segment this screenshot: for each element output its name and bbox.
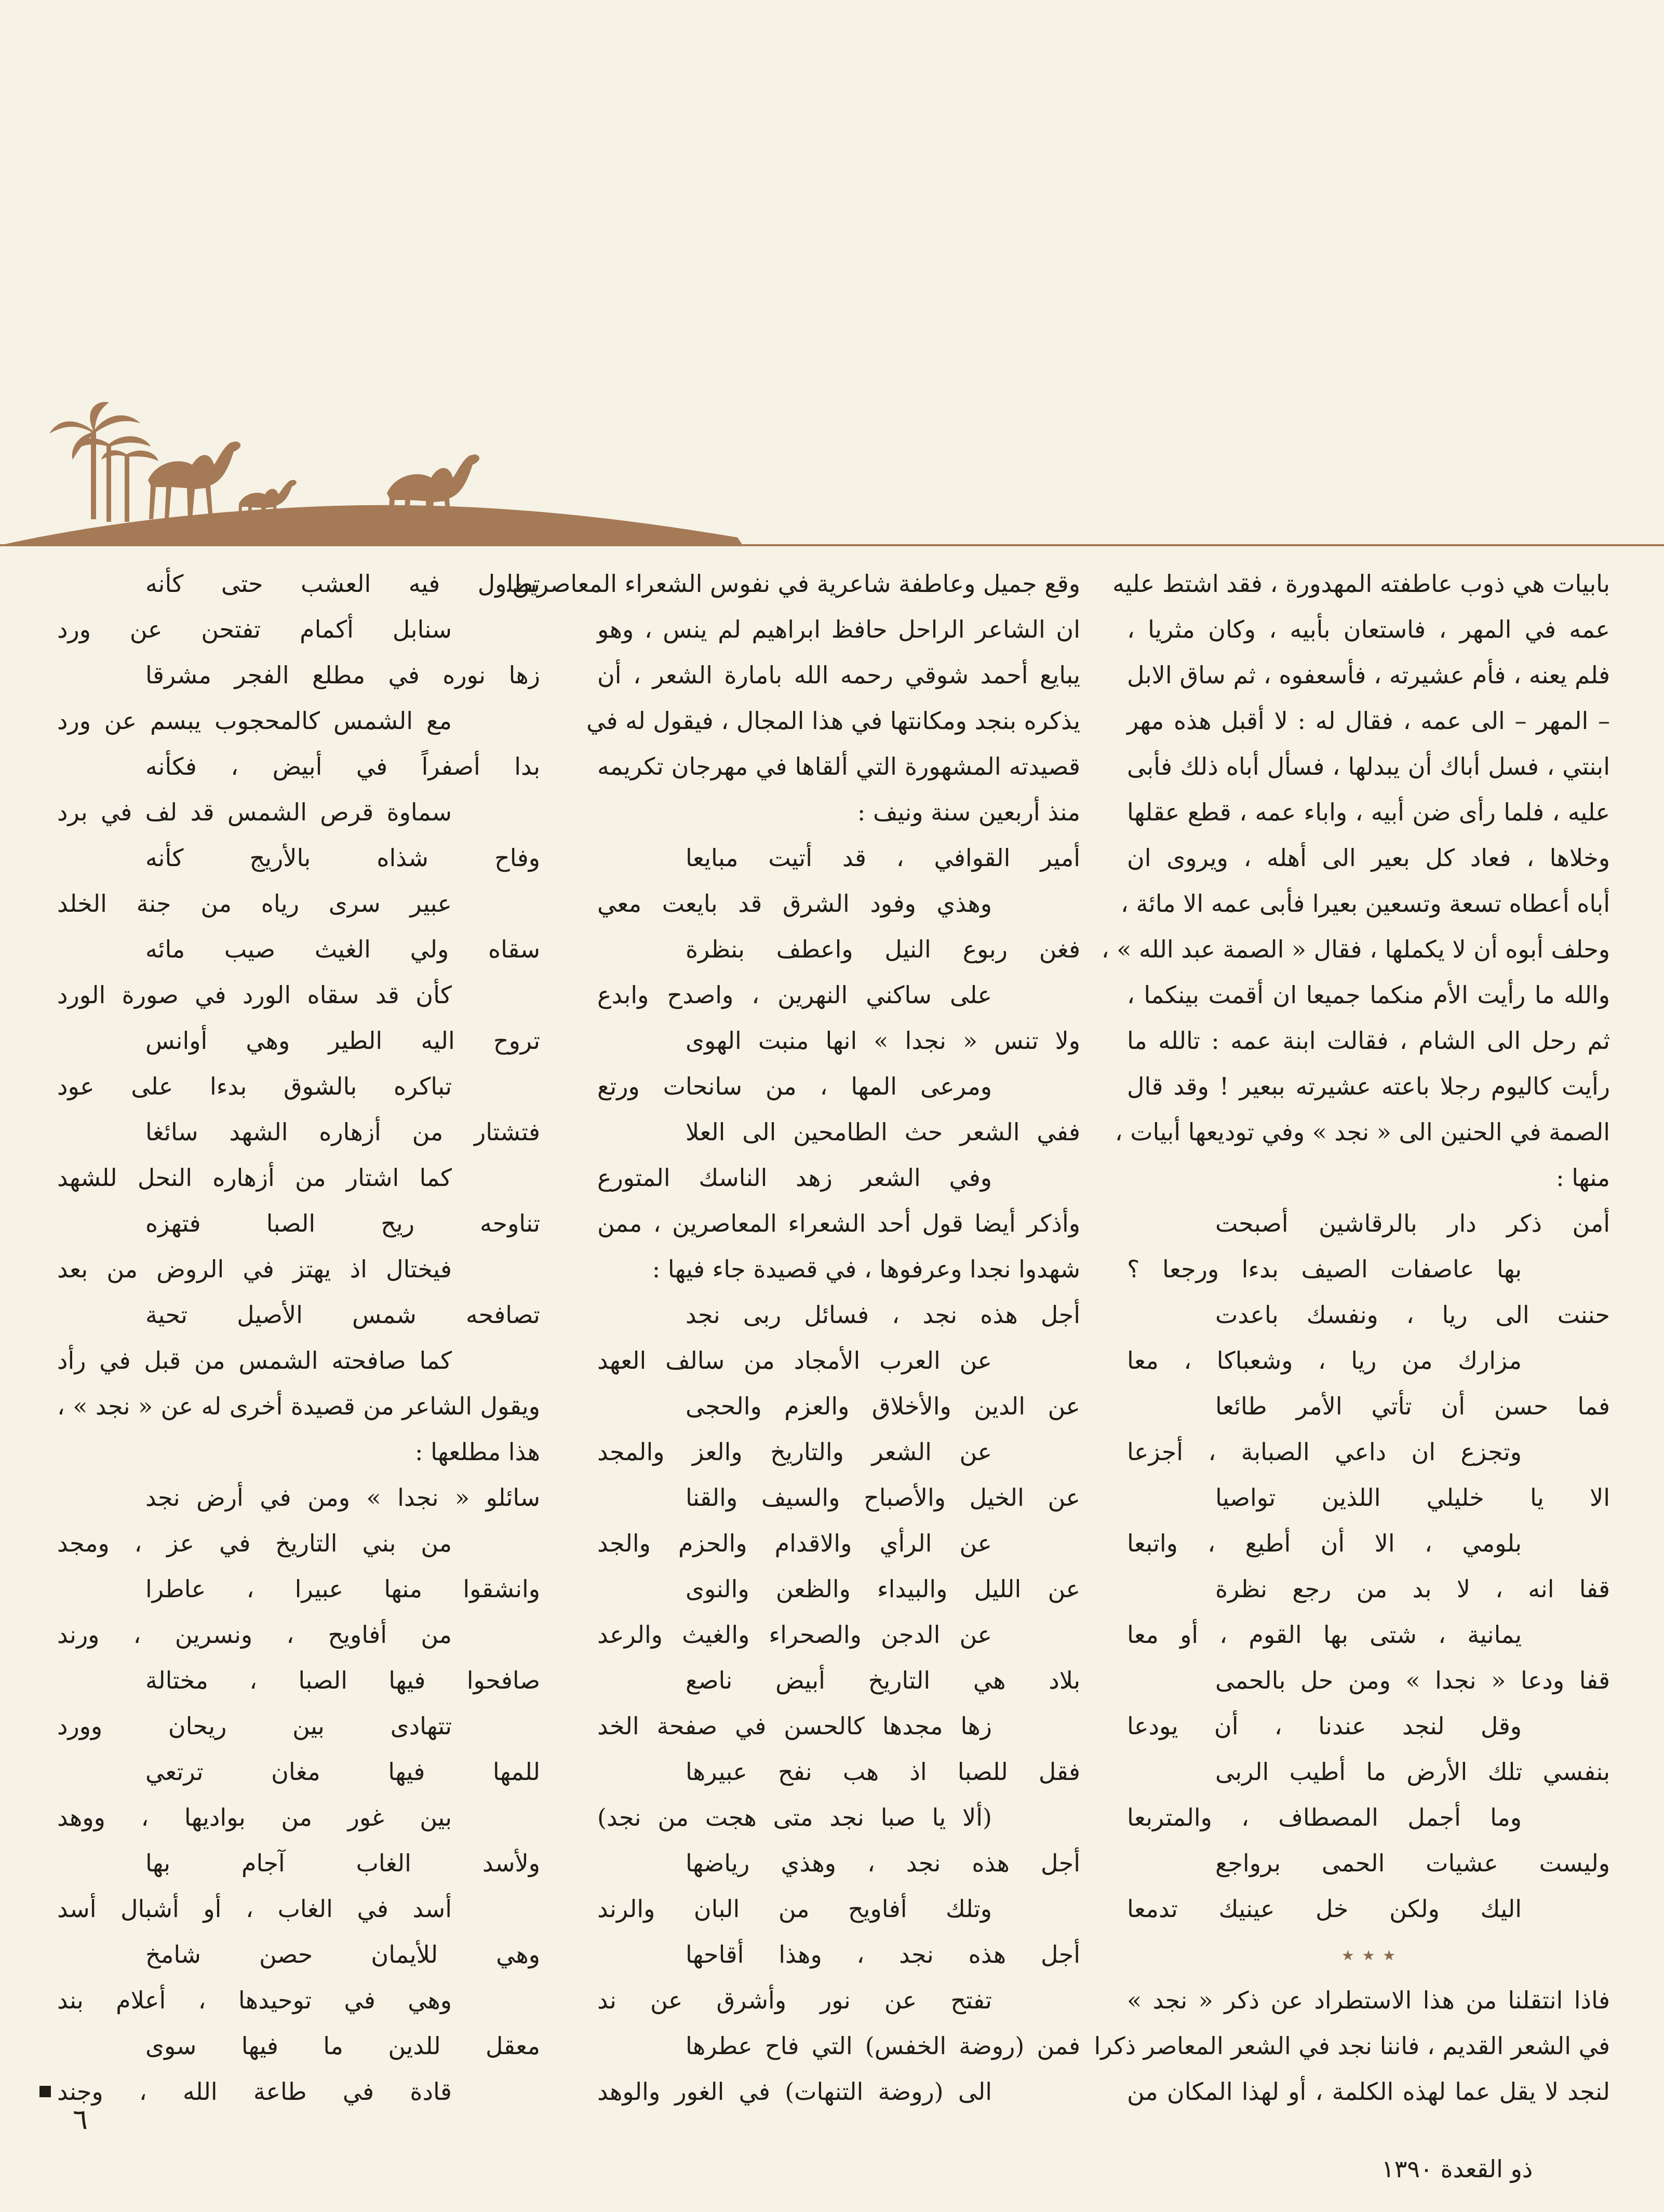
verse-line: صافحوا فيها الصبا ، مختالة bbox=[145, 1666, 540, 1694]
verse-line: حننت الى ريا ، ونفسك باعدت bbox=[1215, 1301, 1610, 1329]
verse-line: تتهادى بين ريحان وورد bbox=[57, 1712, 452, 1740]
verse-line: بلاد هي التاريخ أبيض ناصع bbox=[686, 1666, 1080, 1694]
verse-line: سائلو « نجدا » ومن في أرض نجد bbox=[145, 1483, 540, 1512]
text-line: يذكره بنجد ومكانتها في هذا المجال ، فيقول له في bbox=[586, 707, 1080, 735]
verse-line: عن الشعر والتاريخ والعز والمجد bbox=[597, 1438, 992, 1466]
text-line: فاذا انتقلنا من هذا الاستطراد عن ذكر « نجد » bbox=[1127, 1986, 1610, 2014]
text-line: منها : bbox=[1556, 1164, 1610, 1192]
text-line: ان الشاعر الراحل حافظ ابراهيم لم ينس ، وهو bbox=[597, 615, 1080, 643]
verse-line: وقل لنجد عندنا ، أن يودعا bbox=[1127, 1712, 1522, 1740]
verse-line: اليك ولكن خل عينيك تدمعا bbox=[1127, 1895, 1522, 1923]
verse-line: الى (روضة التنهات) في الغور والوهد bbox=[597, 2078, 992, 2106]
issue-date-footer: ذو القعدة ١٣٩٠ bbox=[1381, 2155, 1533, 2183]
desert-palms-camels-icon bbox=[0, 395, 1664, 556]
verse-line: وليست عشيات الحمى برواجع bbox=[1215, 1849, 1610, 1877]
verse-line: أسد في الغاب ، أو أشبال أسد bbox=[57, 1895, 452, 1923]
verse-line: تروح اليه الطير وهي أوانس bbox=[145, 1027, 540, 1055]
verse-line: كأن قد سقاه الورد في صورة الورد bbox=[57, 981, 452, 1009]
text-line: منذ أربعين سنة ونيف : bbox=[857, 798, 1080, 826]
verse-line: قفا ودعا « نجدا » ومن حل بالحمى bbox=[1215, 1666, 1610, 1694]
verse-line: فقل للصبا اذ هب نفح عبيرها bbox=[686, 1758, 1080, 1786]
verse-line: بلومي ، الا أن أطيع ، واتبعا bbox=[1127, 1529, 1522, 1557]
text-line: لنجد لا يقل عما لهذه الكلمة ، أو لهذا المكان من bbox=[1127, 2078, 1610, 2106]
verse-line: بها عاصفات الصيف بدءا ورجعا ؟ bbox=[1127, 1255, 1522, 1283]
verse-line: عن الدجن والصحراء والغيث والرعد bbox=[597, 1621, 992, 1649]
verse-line: كما اشتار من أزهاره النحل للشهد bbox=[57, 1164, 452, 1192]
verse-line: معقل للدين ما فيها سوى bbox=[145, 2032, 540, 2060]
verse-line: عن الرأي والاقدام والحزم والجد bbox=[597, 1529, 992, 1557]
section-divider-stars: ٭ ٭ ٭ bbox=[1341, 1940, 1396, 1968]
text-line: ابنتي ، فسل أباك أن يبدلها ، فسأل أباه ذلك فأبى bbox=[1127, 752, 1610, 780]
verse-line: ولا تنس « نجدا » انها منبت الهوى bbox=[686, 1027, 1080, 1055]
verse-line: على ساكني النهرين ، واصدح وابدع bbox=[597, 981, 992, 1009]
text-line: الصمة في الحنين الى « نجد » وفي توديعها أبيات ، bbox=[1115, 1118, 1610, 1146]
verse-line: ففي الشعر حث الطامحين الى العلا bbox=[686, 1118, 1080, 1146]
verse-line: بدا أصفراً في أبيض ، فكأنه bbox=[145, 752, 540, 780]
text-column-middle bbox=[504, 561, 1080, 2114]
verse-line: وفاح شذاه بالأريج كأنه bbox=[145, 844, 540, 872]
verse-line: أجل هذه نجد ، وهذي رياضها bbox=[686, 1849, 1080, 1877]
verse-line: فتشتار من أزهاره الشهد سائغا bbox=[145, 1118, 540, 1146]
verse-line: (ألا يا صبا نجد متى هجت من نجد) bbox=[597, 1803, 992, 1831]
page-number: ٦ bbox=[73, 2103, 88, 2136]
text-line: والله ما رأيت الأم منكما جميعا ان أقمت بينكما ، bbox=[1127, 981, 1610, 1009]
text-line: بابيات هي ذوب عاطفته المهدورة ، فقد اشتط عليه bbox=[1112, 570, 1610, 598]
verse-line: وانشقوا منها عبيرا ، عاطرا bbox=[145, 1575, 540, 1603]
verse-line: فيختال اذ يهتز في الروض من بعد bbox=[57, 1255, 452, 1283]
verse-line: أجل هذه نجد ، فسائل ربى نجد bbox=[686, 1301, 1080, 1329]
verse-line: ومرعى المها ، من سانحات ورتع bbox=[597, 1072, 992, 1100]
verse-line: سقاه ولي الغيث صيب مائه bbox=[145, 935, 540, 963]
verse-line: فمن (روضة الخفس) التي فاح عطرها bbox=[686, 2032, 1080, 2060]
verse-line: تباكره بالشوق بدءا على عود bbox=[57, 1072, 452, 1100]
verse-line: أمير القوافي ، قد أتيت مبايعا bbox=[686, 844, 1080, 872]
text-line: ثم رحل الى الشام ، فقالت ابنة عمه : تالله ما bbox=[1127, 1027, 1610, 1055]
verse-line: عن الليل والبيداء والظعن والنوى bbox=[686, 1575, 1080, 1603]
text-line: ويقول الشاعر من قصيدة أخرى له عن « نجد » ، bbox=[57, 1392, 540, 1420]
verse-line: تصافحه شمس الأصيل تحية bbox=[145, 1301, 540, 1329]
verse-line: فغن ربوع النيل واعطف بنظرة bbox=[686, 935, 1080, 963]
verse-line: الا يا خليلي اللذين تواصيا bbox=[1215, 1483, 1610, 1512]
verse-line: عن الخيل والأصباح والسيف والقنا bbox=[686, 1483, 1080, 1512]
verse-line: عبير سرى رياه من جنة الخلد bbox=[57, 889, 452, 918]
verse-line: أجل هذه نجد ، وهذا أقاحها bbox=[686, 1940, 1080, 1968]
text-line: – المهر – الى عمه ، فقال له : لا أقبل هذه مهر bbox=[1127, 707, 1610, 735]
verse-line: مع الشمس كالمحجوب يبسم عن ورد bbox=[57, 707, 452, 735]
verse-line: من بني التاريخ في عز ، ومجد bbox=[57, 1529, 452, 1557]
text-column-left bbox=[57, 561, 540, 2114]
text-line: وحلف أبوه أن لا يكملها ، فقال « الصمة عبد الله » ، bbox=[1101, 935, 1610, 963]
verse-line: وتجزع ان داعي الصبابة ، أجزعا bbox=[1127, 1438, 1522, 1466]
verse-line: بنفسي تلك الأرض ما أطيب الربى bbox=[1215, 1758, 1610, 1786]
verse-line: عن العرب الأمجاد من سالف العهد bbox=[597, 1346, 992, 1374]
verse-line: مزارك من ريا ، وشعباكا ، معا bbox=[1127, 1346, 1522, 1374]
text-line: شهدوا نجدا وعرفوها ، في قصيدة جاء فيها : bbox=[652, 1255, 1080, 1283]
verse-line: عن الدين والأخلاق والعزم والحجى bbox=[686, 1392, 1080, 1420]
verse-line: من أفاويح ، ونسرين ، ورند bbox=[57, 1621, 452, 1649]
verse-line: زها نوره في مطلع الفجر مشرقا bbox=[145, 661, 540, 689]
verse-line: ولأسد الغاب آجام بها bbox=[145, 1849, 540, 1877]
text-line: يبايع أحمد شوقي رحمه الله بامارة الشعر ، أن bbox=[597, 661, 1080, 689]
text-line: عمه في المهر ، فاستعان بأبيه ، وكان مثريا ، bbox=[1127, 615, 1610, 643]
verse-line: سماوة قرص الشمس قد لف في برد bbox=[57, 798, 452, 826]
text-line: وقع جميل وعاطفة شاعرية في نفوس الشعراء المعاصرين. bbox=[504, 570, 1080, 598]
verse-line: يمانية ، شتى بها القوم ، أو معا bbox=[1127, 1621, 1522, 1649]
verse-line: وهي في توحيدها ، أعلام بند bbox=[57, 1986, 452, 2014]
verse-line: كما صافحته الشمس من قبل في رأد bbox=[57, 1346, 452, 1374]
verse-line: تفتح عن نور وأشرق عن ند bbox=[597, 1986, 992, 2014]
text-line: وأذكر أيضا قول أحد الشعراء المعاصرين ، ممن bbox=[597, 1209, 1080, 1237]
verse-line: وما أجمل المصطاف ، والمتربعا bbox=[1127, 1803, 1522, 1831]
text-line: فلم يعنه ، فأم عشيرته ، فأسعفوه ، ثم ساق الابل bbox=[1127, 661, 1610, 689]
verse-line: بين غور من بواديها ، ووهد bbox=[57, 1803, 452, 1831]
verse-line: قفا انه ، لا بد من رجع نظرة bbox=[1215, 1575, 1610, 1603]
verse-line: قادة في طاعة الله ، وجند bbox=[57, 2078, 452, 2106]
text-line: قصيدته المشهورة التي ألقاها في مهرجان تكريمه bbox=[597, 752, 1080, 780]
verse-line: تناوحه ريح الصبا فتهزه bbox=[145, 1209, 540, 1237]
text-line: هذا مطلعها : bbox=[415, 1438, 540, 1466]
verse-line: للمها فيها مغان ترتعي bbox=[145, 1758, 540, 1786]
verse-line: وهي للأيمان حصن شامخ bbox=[145, 1940, 540, 1968]
verse-line: تطاول فيه العشب حتى كأنه bbox=[145, 570, 540, 598]
text-line: وخلاها ، فعاد كل بعير الى أهله ، ويروى ان bbox=[1127, 844, 1610, 872]
end-of-article-mark bbox=[39, 2086, 51, 2097]
text-line: أباه أعطاه تسعة وتسعين بعيرا فأبى عمه الا مائة ، bbox=[1120, 889, 1610, 918]
text-line: رأيت كاليوم رجلا باعته عشيرته ببعير ! وقد قال bbox=[1127, 1072, 1610, 1100]
verse-line: وهذي وفود الشرق قد بايعت معي bbox=[597, 889, 992, 918]
verse-line: فما حسن أن تأتي الأمر طائعا bbox=[1215, 1392, 1610, 1420]
verse-line: سنابل أكمام تفتحن عن ورد bbox=[57, 615, 452, 643]
verse-line: أمن ذكر دار بالرقاشين أصبحت bbox=[1215, 1209, 1610, 1237]
verse-line: وتلك أفاويح من البان والرند bbox=[597, 1895, 992, 1923]
verse-line: وفي الشعر زهد الناسك المتورع bbox=[597, 1164, 992, 1192]
text-column-right bbox=[1094, 561, 1610, 2114]
text-line: في الشعر القديم ، فاننا نجد في الشعر المعاصر ذكرا bbox=[1094, 2032, 1610, 2060]
text-line: عليه ، فلما رأى ضن أبيه ، واباء عمه ، قطع عقلها bbox=[1127, 798, 1610, 826]
verse-line: زها مجدها كالحسن في صفحة الخد bbox=[597, 1712, 992, 1740]
